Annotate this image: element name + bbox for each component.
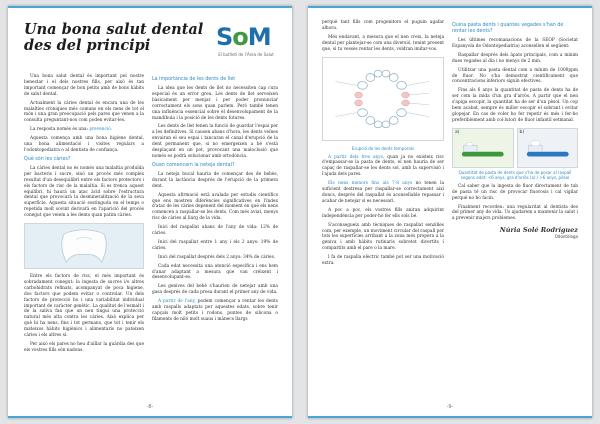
teeth-eruption-chart [322, 57, 444, 141]
page-number: -9- [446, 404, 454, 410]
section-heading: Què són les càries? [24, 156, 71, 162]
paragraph: A partir dels tres anys, quan ja no existeix risc d'empassar-se la pasta de dents, el nen hauria de ser capaç de raspallar-se les dents sol, amb la supervisió i l'ajuda dels pares. [322, 154, 444, 178]
bottom-band [8, 416, 292, 418]
paragraph: perquè tant fills com progenitors el puguin agafar alhora. [322, 20, 444, 31]
article-title: Una bona salut dental des del principi [24, 21, 204, 54]
section-heading: La importància de les dents de llet [152, 77, 236, 82]
paragraph: S'aconsegueix amb tècniques de raspallat senzilles com, per exemple, un moviment circular del raspall per tots les superfícies arribant a la zona més propera a la geniva i amb hàbits rutinaris sobretot divertits i compartits amb el pare o la mare. [322, 222, 444, 252]
stat-line: Inici del raspallat abans de l'any de vida: 12% de càries. [152, 225, 278, 237]
right-page [308, 6, 592, 418]
page-number: -8- [146, 404, 154, 410]
toothbrush-icon [518, 129, 578, 167]
tooth-illustration [24, 223, 144, 269]
left-page [8, 6, 292, 418]
paragraph: Les genives del bebè s'haurien de netejar amb una gasa després de cada presa durant el primer any de vida. [152, 284, 278, 296]
figure-caption: Quantitat de pasta de dents que s'ha de posar al raspall segons edat: <6 anys, gra d'arròs (a) / >6 anys, pèsol [458, 169, 572, 180]
paragraph: La idea que les dents de llet no necessiten cap cura especial és un error greu. Les dents de llet serveixen bàsicament per menjar i per poder pronunciar correctament els sons quan parlem. Però també tenen una influència essencial sobre el desenvolupament de la mandíbula i la posició de les dents futures. [152, 86, 278, 121]
toothbrush-photos [452, 128, 578, 168]
recommendation: Raspallar després dels àpats principals, com a mínim dues vegades al dia i no menys de 2 min. [452, 52, 578, 64]
section-heading: Quan comencem la neteja dental? [152, 162, 235, 168]
paragraph: Els nens menors fins als 7-8 anys no tenen la suficient destresa per raspallar-se correctament així doncs, després del raspallat és aconsellable repassar i acabar de netejar si es necessari. [322, 181, 445, 204]
paragraph: Aquesta afirmació està avalada per estudis científics que ens mostren diferències significatives en l'índex d'atac de les càries depenent del moment en què els nens comencen a raspallar-se les dents. Com més aviat, menys risc de càries al llarg de la vida. [152, 192, 279, 222]
paragraph: Les dents de llet tenen la funció de guardar l'espai per a les definitives. Si causen abans d'hora, les dents veïnes envairan el seu espai i tancaran el canal d'erupció de la dent permanent que, si no emergeixen a bé s'està desplaçant en un pot, provocant una maloclusió que només es podrà solucionar amb ortodòncia. [152, 124, 278, 159]
paragraph: Cada edat necessita una atenció específica i ens hem d'anar adaptant a mesura que van créixent i desenvolupant-se. [152, 263, 278, 281]
toothbrush-photo-a: a) [452, 128, 514, 168]
paragraph: Cal saber que la ingesta de fluor directament de tub de pasta té un risc de provocar fluorosis i cal vigilar perquè no ho facin. [452, 183, 578, 201]
right-column-2 [452, 20, 578, 240]
paragraph: A partir de l'any, podem començar a rentar les dents amb raspalls adaptats per aquestes edats, sobre tenir capçals molt petits i rodons, puntes de silicona o filaments de niló molt suaus i mànecs llargs [152, 299, 278, 322]
paragraph: La resposta només és una: prevenció. [30, 127, 113, 133]
section-heading: Quina pasta dents i quantes vegades s'han de rentar les dents? [452, 23, 564, 34]
paragraph: Les últimes recomanacions de la SEOP (Societat Espanyola de Odontopediatria) aconsellen el següent: [452, 38, 578, 49]
logo-wordmark: SoM [216, 23, 271, 51]
recommendation: Utilitzar una pasta dental com a mínim de 1000ppm de fluor. No s'ha demostrat científicament que concentracions inferiors siguin efectives. [452, 67, 578, 85]
paragraph: A poc a poc, els vostres fills aniran adquirint independència per poder-ho fer ells sols bé. [322, 207, 444, 219]
toothbrush-photo-b: b) [517, 128, 579, 168]
left-column-1 [24, 74, 144, 357]
bottom-band [308, 416, 592, 418]
stat-line: Inici del raspallat entre 1 any i els 2 anys: 19% de càries. [152, 239, 278, 251]
paragraph: La càries dental no és només una malaltia produïda per bacteris i sucre, sinó un procés més complex resultat d'un desequilibri entre els factors protectors i els factors de risc de la malaltia. Si es trenca aquest equilibri, hi haurà un atac àcid sobre l'estructura dental que provocarà la desmineralització de la seva superfície. Aquesta situació sostinguda en el temps o repetida molt sovint derivarà en l'aparició del procés conegut que veiem a les dents quan patim càries. [24, 165, 144, 219]
top-band [308, 6, 592, 8]
recommendation: Fins als 6 anys la quantitat de pasta de dents ha de ser com la mida d'un gra d'arròs. A partir que el nen s'apiga escopir, la quantitat ha de ser d'un pèsol. Un cop bem acabat, sempre és millor escopir el sobrant i evitar glopejar. En cas de voler ho fer repetir és més i fer-ho preferiblement amb col·lutori de fluor infantil setmanal. [452, 88, 578, 123]
paragraph: Actualment la càries dental és encara una de les malalties cròniques més comuns en els nens de tot el món i una gran preocupació pels pares que venen a la consulta preguntant-nos com poden evitar-les. [24, 100, 144, 124]
author-signature: Núria Solé Rodríguez [499, 226, 578, 235]
paragraph: Més endavant, a mesura que el nen creix, la neteja dental per plantejar-se com una diversió, tenint present que, si tu vesses rentar les dents, voldran imitar-vos. [322, 34, 444, 52]
right-column-1 [322, 20, 444, 270]
top-band [8, 6, 292, 8]
dental-arch-icon [323, 58, 443, 140]
paragraph: I fa de raspalla elèctric també pot ser una motivació extra. [322, 255, 444, 267]
logo-tagline: El butlletí de l'Àrea de Salut [218, 52, 274, 57]
paragraph: Entre els factors de risc, el més important és sobradament conegut: la ingesta de sucres i/o altres carbohidrats refinats, acompanyat de poca higiene, dos factors que podem evitar o controlar. Un dels factors de protecció bo i una variabilitat individual important de caràcter genètic. La qualitat de l'esmalt i de la saliva fan que un nen tingui una protecció natural més alta contra les càries. Això explica per què hi ha nens, fins i tot germans, que tot i tenir els mateixos hàbits higiènics i alimentaris no pateixen càries i els altres sí. [24, 274, 144, 339]
paragraph: Per això els pares no heu d'aïllar la guàrdia des que els vostres fills són nadons. [24, 342, 144, 353]
toothbrush-icon [453, 129, 513, 167]
left-column-2 [152, 74, 278, 326]
som-logo [212, 20, 280, 64]
stat-line: Inici del raspallat després dels 2 anys: 34% de càries. [158, 254, 276, 260]
paragraph: Aquesta comença amb una bona higiene dental, una bona alimentació i visites regulars a l'odontopediatra o al dentista de confiança. [24, 136, 144, 153]
tooth-icon [25, 224, 143, 268]
author-role: Odontòloga [554, 234, 578, 240]
paragraph: Finalment recordeu: una regularitat al dentista des del primer any de vida. Us ajudarem a mantenir la salut i a prevenir majors problemes. [452, 204, 578, 222]
paragraph: La neteja bucal hauria de començar des de bebès, durant la lactància després de l'erupció de la primera dent. [152, 171, 278, 189]
figure-caption: Erupció de les dents temporals [351, 145, 415, 151]
intro-paragraph: Una bona salut dental és important pel nostre benestar i el dels nostres fills, per això és tan important començar de bon petits amb de bons hàbits de salut dental. [24, 74, 144, 97]
